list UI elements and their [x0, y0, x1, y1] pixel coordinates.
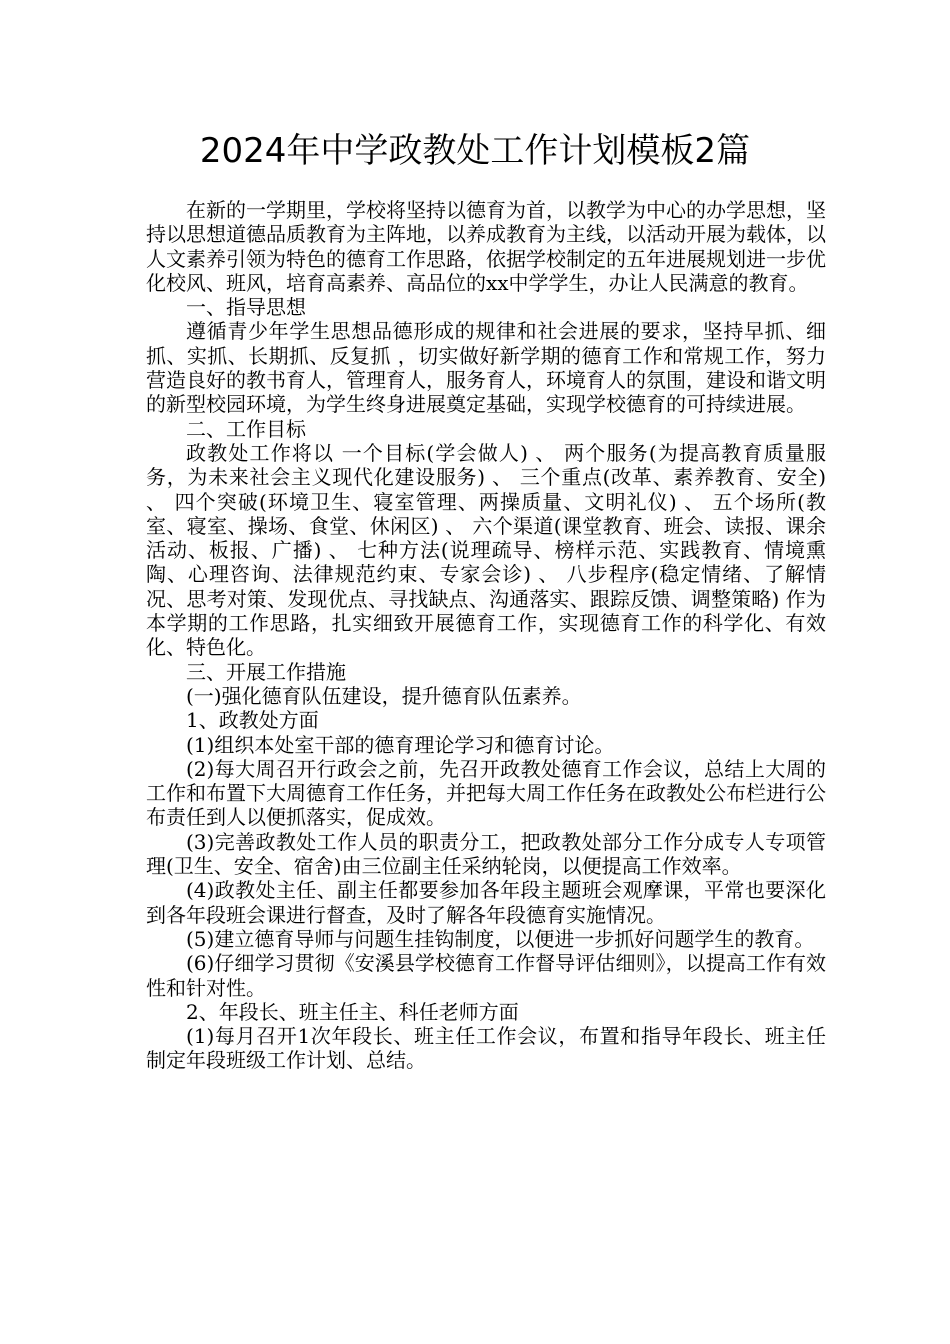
list-item: (6)仔细学习贯彻《安溪县学校德育工作督导评估细则》，以提高工作有效性和针对性。: [146, 951, 826, 1000]
list-item: (1)每月召开1次年段长、班主任工作会议，布置和指导年段长、班主任制定年段班级工作计划、总结。: [146, 1024, 826, 1073]
document-body: [146, 198, 826, 1073]
list-item: (4)政教处主任、副主任都要参加各年段主题班会观摩课，平常也要深化到各年段班会课进行督查，及时了解各年段德育实施情况。: [146, 878, 826, 927]
list-item: (5)建立德育导师与问题生挂钩制度，以便进一步抓好问题学生的教育。: [186, 926, 815, 951]
list-item: (2)每大周召开行政会之前，先召开政教处德育工作会议，总结上大周的工作和布置下大周德育工作任务，并把每大周工作任务在政教处公布栏进行公布责任到人以便抓落实，促成效。: [146, 756, 826, 830]
subheading-team-building: (一)强化德育队伍建设，提升德育队伍素养。: [186, 683, 582, 708]
paragraph-work-goals: 政教处工作将以 一个目标(学会做人) 、 两个服务(为提高教育质量服务，为未来社会主义现代化建设服务) 、 三个重点(改革、素养教育、安全) 、 四个突破(环境卫生、寝室管理、两操质量、文明礼仪) 、 五个场所(教室、寝室、操场、食堂、休闲区) 、 六个渠道(课堂教育、班会、读报、课余活动、板报、广播) 、 七种方法(说理疏导、榜样示范、实践教育、情境熏陶、心理咨询、法律规范约束、专家会诊) 、 八步程序(稳定情绪、了解情况、思考对策、发现优点、寻找缺点、沟通落实、跟踪反馈、调整策略) 作为本学期的工作思路，扎实细致开展德育工作，实现德育工作的科学化、有效化、特色化。: [146, 440, 826, 660]
subheading-office: 1、政教处方面: [186, 708, 319, 733]
document-title: 2024年中学政教处工作计划模板2篇: [199, 131, 751, 171]
paragraph-intro: 在新的一学期里，学校将坚持以德育为首，以教学为中心的办学思想，坚持以思想道德品质教育为主阵地，以养成教育为主线，以活动开展为载体，以人文素养引领为特色的德育工作思路，依据学校制定的五年进展规划进一步优化校风、班风，培育高素养、高品位的xx中学学生，办让人民满意的教育。: [146, 198, 826, 295]
list-item: (1)组织本处室干部的德育理论学习和德育讨论。: [186, 732, 615, 757]
list-item: (3)完善政教处工作人员的职责分工，把政教处部分工作分成专人专项管理(卫生、安全、宿舍)由三位副主任采纳轮岗，以便提高工作效率。: [146, 829, 826, 879]
heading-work-measures: 三、开展工作措施: [186, 659, 346, 684]
heading-work-goals: 二、工作目标: [186, 416, 306, 441]
heading-guiding-ideology: 一、指导思想: [186, 295, 306, 320]
subheading-grade-leaders: 2、年段长、班主任主、科任老师方面: [186, 999, 519, 1024]
paragraph-guiding-ideology: 遵循青少年学生思想品德形成的规律和社会进展的要求，坚持早抓、细抓、实抓、长期抓、反复抓 ，切实做好新学期的德育工作和常规工作，努力营造良好的教书育人，管理育人，服务育人，环境育人的氛围，建设和谐文明的新型校园环境，为学生终身进展奠定基础，实现学校德育的可持续进展。: [146, 319, 826, 417]
